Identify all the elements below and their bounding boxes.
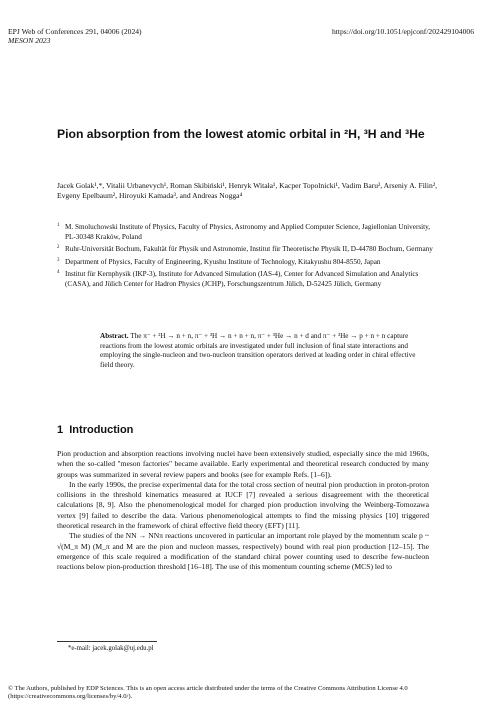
paper-title: Pion absorption from the lowest atomic orbital in ²H, ³H and ³He — [57, 127, 425, 141]
section-number: 1 — [57, 424, 64, 436]
paragraph: Pion production and absorption reactions involving nuclei have been extensively studied, especially since the mid 1960s, when the so-called "meson factories" became available. Early experimental and theoretical research conducted by many groups was summarized in several review papers and books (see for example Refs. [1–6]). — [57, 449, 429, 479]
footnote-email[interactable]: *e-mail: jacek.golak@uj.edu.pl — [68, 645, 154, 652]
footnote-rule — [57, 641, 157, 642]
author-list: Jacek Golak¹,*, Vitalii Urbanevych¹, Roman Skibiński¹, Henryk Witała¹, Kacper Topolnicki¹, Vadim Baru², Arseniy A. Filin², Evgeny Epelbaum², Hiroyuki Kamada³, and Andreas Nogga⁴ — [57, 181, 437, 200]
body-text — [57, 449, 429, 573]
affiliation-item — [57, 270, 442, 289]
affiliation-text: Ruhr-Universität Bochum, Fakultät für Physik und Astronomie, Institut für Theoretische Physik II, D-44780 Bochum, Germany — [65, 245, 433, 254]
doi-link[interactable]: https://doi.org/10.1051/epjconf/202429104006 — [331, 27, 474, 36]
affiliation-item — [57, 258, 442, 268]
affiliation-number: 1 — [57, 223, 60, 228]
license-notice: © The Authors, published by EDP Sciences. This is an open access article distributed under the terms of the Creative Commons Attribution License 4.0 (https://creativecommons.org/licenses/by/4.0/). — [8, 685, 408, 701]
affiliation-item — [57, 223, 442, 242]
affiliation-text: M. Smoluchowski Institute of Physics, Faculty of Physics, Astronomy and Applied Computer Science, Jagiellonian University, PL-30348 Kraków, Poland — [65, 223, 431, 241]
abstract-text: The π⁻ + ²H → n + n, π⁻ + ³H → n + n + n, π⁻ + ³He → n + d and π⁻ + ³He → p + n + n capture reactions from the lowest atomic orbitals are investigated under full inclusion of final state interactions and employing the single-nucleon and two-nucleon transition operators derived at leading order in chiral effective field theory. — [100, 332, 416, 369]
paragraph: In the early 1990s, the precise experimental data for the total cross section of neutral pion production in proton-proton collisions in the threshold kinematics measured at IUCF [7] revealed a serious disagreement with the theoretical calculations [8, 9]. Also the phenomenological model for charged pion production involving the Weinberg-Tomozawa vertex [9] failed to describe the data. Various phenomenological attempts to find the missing physics [10] triggered theoretical research in the framework of chiral effective field theory (EFT) [11]. — [57, 479, 429, 531]
journal-citation: EPJ Web of Conferences 291, 04006 (2024) — [8, 27, 142, 36]
abstract — [100, 332, 430, 370]
paragraph: The studies of the NN → NNπ reactions uncovered in particular an important role played by the momentum scale p ~ √(M_π M) (M_π and M are the pion and nucleon masses, respectively) bound with real pion production [12–15]. The emergence of this scale required a modification of the standard chiral power counting used to describe few-nucleon reactions below pion-production threshold [16–18]. The use of this momentum counting scheme (MCS) led to — [57, 531, 429, 572]
affiliation-text: Institut für Kernphysik (IKP-3), Institute for Advanced Simulation (IAS-4), Center for Advanced Simulation and Analytics (CASA), and Jülich Center for Hadron Physics (JCHP), Forschungszentrum Jülich, D-52425 Jülich, Germany — [65, 270, 419, 288]
section-title: Introduction — [69, 424, 134, 436]
affiliation-number: 2 — [57, 245, 60, 251]
conference-name: MESON 2023 — [8, 36, 51, 45]
affiliation-number: 3 — [57, 257, 60, 263]
affiliation-text: Department of Physics, Faculty of Engineering, Kyushu Institute of Technology, Kitakyushu 804-8550, Japan — [65, 257, 381, 266]
journal-header — [8, 27, 142, 45]
affiliation-number: 4 — [57, 270, 60, 276]
abstract-label: Abstract. — [100, 332, 129, 340]
affiliations — [57, 223, 442, 293]
affiliation-item — [57, 245, 442, 255]
section-heading — [57, 424, 133, 436]
